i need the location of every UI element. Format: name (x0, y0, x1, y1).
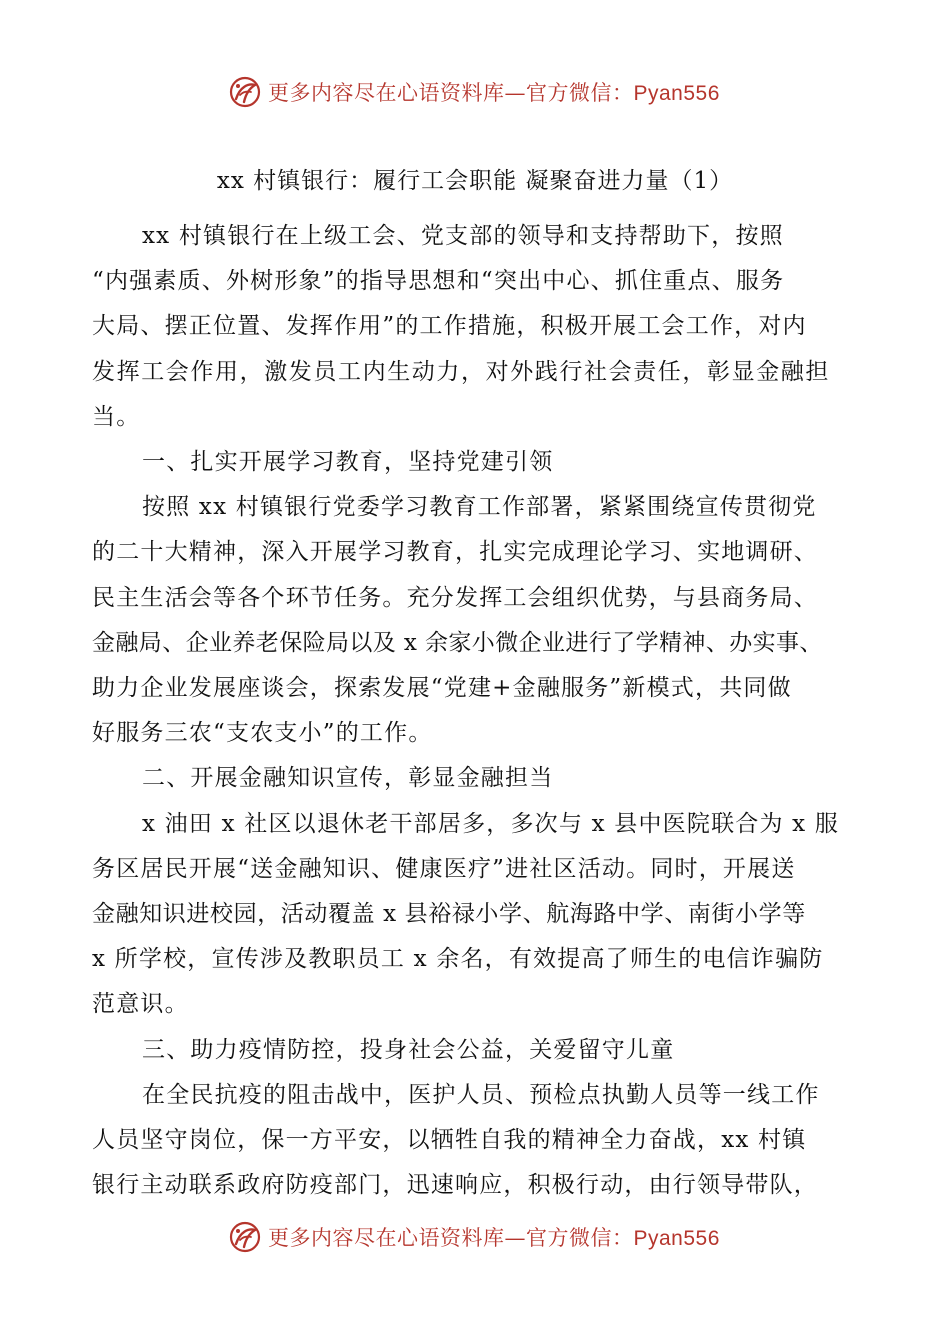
body-line: 金融局、企业养老保险局以及 x 余家小微企业进行了学精神、办实事、 (92, 629, 823, 656)
section-heading-1: 一、扎实开展学习教育，坚持党建引领 (142, 449, 554, 476)
body-line: 的二十大精神，深入开展学习教育，扎实完成理论学习、实地调研、 (92, 539, 818, 566)
document-title: xx 村镇银行：履行工会职能 凝聚奋进力量（1） (216, 168, 734, 194)
document-body (92, 214, 862, 1208)
body-line: 民主生活会等各个环节任务。充分发挥工会组织优势，与县商务局、 (92, 584, 818, 611)
footer-wechat-id: Pyan556 (633, 1227, 720, 1250)
body-line: 在全民抗疫的阻击战中，医护人员、预检点执勤人员等一线工作 (142, 1081, 820, 1108)
footer-banner-text: 更多内容尽在心语资料库—官方微信：Pyan556 (268, 1226, 720, 1250)
body-line: xx 村镇银行在上级工会、党支部的领导和支持帮助下，按照 (142, 223, 784, 249)
header-wechat-id: Pyan556 (633, 82, 720, 105)
body-line: 大局、摆正位置、发挥作用”的工作措施，积极开展工会工作，对内 (92, 313, 807, 340)
body-line: 务区居民开展“送金融知识、健康医疗”进社区活动。同时，开展送 (92, 855, 796, 882)
body-line: 人员坚守岗位，保一方平安，以牺牲自我的精神全力奋战，xx 村镇 (92, 1127, 807, 1154)
body-line: “内强素质、外树形象”的指导思想和“突出中心、抓住重点、服务 (92, 268, 785, 295)
body-line: 发挥工会作用，激发员工内生动力，对外践行社会责任，彰显金融担 (92, 358, 830, 385)
xinyu-logo-icon (228, 75, 262, 109)
body-line: 金融知识进校园，活动覆盖 x 县裕禄小学、航海路中学、南街小学等 (92, 901, 806, 928)
header-banner-text: 更多内容尽在心语资料库—官方微信：Pyan556 (268, 81, 720, 105)
section-heading-3: 三、助力疫情防控，投身社会公益，关爱留守儿童 (142, 1036, 675, 1063)
xinyu-logo-icon (228, 1220, 262, 1254)
footer-banner (228, 1217, 788, 1257)
body-line: 当。 (92, 403, 141, 430)
body-line: 银行主动联系政府防疫部门，迅速响应，积极行动，由行领导带队， (92, 1172, 818, 1199)
body-line: 范意识。 (92, 991, 189, 1018)
body-line: 好服务三农“支农支小”的工作。 (92, 720, 433, 747)
header-banner (228, 72, 788, 112)
body-line: x 油田 x 社区以退休老干部居多，多次与 x 县中医院联合为 x 服 (142, 810, 840, 837)
section-heading-2: 二、开展金融知识宣传，彰显金融担当 (142, 765, 554, 792)
body-line: 按照 xx 村镇银行党委学习教育工作部署，紧紧围绕宣传贯彻党 (142, 494, 817, 521)
body-line: 助力企业发展座谈会，探索发展“党建+金融服务”新模式，共同做 (92, 675, 792, 702)
body-line: x 所学校，宣传涉及教职员工 x 余名，有效提高了师生的电信诈骗防 (92, 946, 824, 973)
